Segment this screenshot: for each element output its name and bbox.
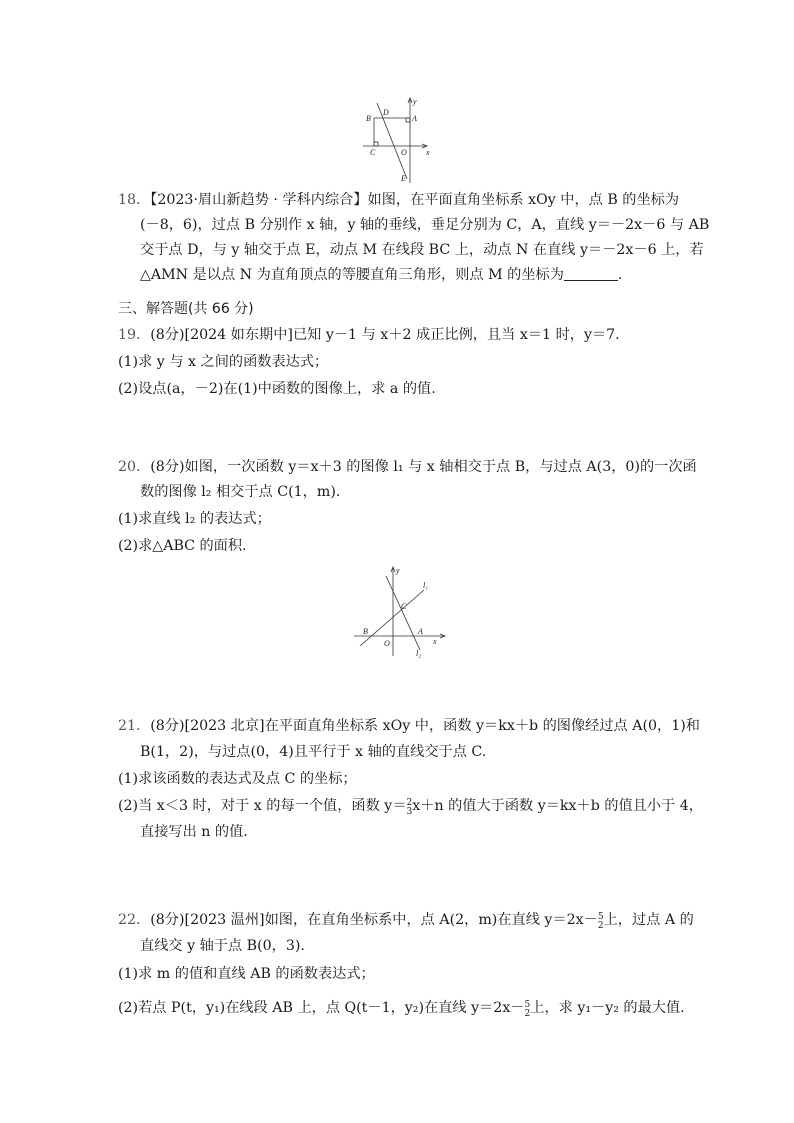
question-22 <box>118 910 694 1020</box>
line-de <box>377 103 407 179</box>
q21-part-1: (1)求该函数的表达式及点 C 的坐标； <box>118 771 357 787</box>
label-y: y <box>413 97 417 106</box>
fraction-numerator: 2 <box>406 798 413 808</box>
label-e: E <box>401 174 406 183</box>
label-x: x <box>426 148 430 157</box>
figure-20-coordinate-diagram <box>350 564 450 660</box>
label-a: A <box>418 627 423 636</box>
q20-line-1: (8分)如图，一次函数 y＝x＋3 的图像 l₁ 与 x 轴相交于点 B，与过点 A(3，0)的一次函 <box>150 459 697 475</box>
label-c: C <box>370 148 376 157</box>
label-y: y <box>396 566 400 575</box>
question-18 <box>118 190 710 290</box>
label-d: D <box>383 108 389 117</box>
q22-line-2: 直线交 y 轴于点 B(0，3). <box>140 938 305 954</box>
fraction-denominator: 2 <box>524 1009 531 1019</box>
q21-part-2-b: x＋n 的值大于函数 y＝kx＋b 的值且小于 4， <box>412 798 703 814</box>
right-angle-c <box>374 142 378 146</box>
fraction-denominator: 3 <box>406 807 413 817</box>
fraction-numerator: 5 <box>524 1000 531 1010</box>
q22-line-1-a: (8分)[2023 温州]如图，在直角坐标系中，点 A(2，m)在直线 y＝2x－ <box>150 912 598 928</box>
answer-blank <box>564 266 618 281</box>
section-title: 三、解答题(共 66 分) <box>118 301 254 317</box>
q22-line-1-b: 上，过点 A 的 <box>603 912 694 928</box>
q19-line-1: (8分)[2024 如东期中]已知 y－1 与 x＋2 成正比例，且当 x＝1 时，y＝7. <box>150 327 620 343</box>
label-l1: l₁ <box>423 581 429 590</box>
q18-line-4: △AMN 是以点 N 为直角顶点的等腰直角三角形，则点 M 的坐标为 <box>140 267 564 283</box>
question-19 <box>118 325 678 405</box>
q21-line-2: B(1，2)，与过点(0，4)且平行于 x 轴的直线交于点 C. <box>140 744 487 760</box>
label-x: x <box>433 637 437 646</box>
label-o: O <box>401 148 407 157</box>
question-20 <box>118 457 697 557</box>
q20-line-2: 数的图像 l₂ 相交于点 C(1，m). <box>140 484 341 500</box>
q22-part-2-b: 上，求 y₁－y₂ 的最大值. <box>530 1000 685 1016</box>
q21-part-2-a: (2)当 x＜3 时，对于 x 的每一个值，函数 y＝ <box>118 798 407 814</box>
right-angle-a <box>406 118 410 122</box>
q18-line-1: 【2023·眉山新趋势 · 学科内综合】如图，在平面直角坐标系 xOy 中，点 B 的坐标为 <box>150 192 680 208</box>
fraction-numerator: 5 <box>597 912 604 922</box>
q18-line-3: 交于点 D，与 y 轴交于点 E，动点 M 在线段 BC 上，动点 N 在直线 y＝－2x－6 上，若 <box>140 242 704 258</box>
q19-part-2: (2)设点(a，－2)在(1)中函数的图像上，求 a 的值. <box>118 381 436 397</box>
question-21 <box>118 716 703 856</box>
label-o: O <box>384 639 390 648</box>
label-c: C <box>401 602 407 611</box>
q20-part-2: (2)求△ABC 的面积. <box>118 538 247 554</box>
q22-part-1: (1)求 m 的值和直线 AB 的函数表达式； <box>118 966 375 982</box>
question-number: 21． <box>118 718 151 734</box>
line-l2 <box>386 576 420 650</box>
q21-line-1: (8分)[2023 北京]在平面直角坐标系 xOy 中，函数 y＝kx＋b 的图像经过点 A(0，1)和 <box>150 718 700 734</box>
question-number: 18． <box>118 192 151 208</box>
q20-part-1: (1)求直线 l₂ 的表达式； <box>118 511 271 527</box>
label-a: A <box>412 114 417 123</box>
fraction-denominator: 2 <box>597 921 604 931</box>
question-number: 22． <box>118 912 151 928</box>
label-b: B <box>363 627 368 636</box>
q19-part-1: (1)求 y 与 x 之间的函数表达式； <box>118 354 329 370</box>
label-b: B <box>366 114 371 123</box>
q21-part-2-c: 直接写出 n 的值. <box>140 824 248 840</box>
label-l2: l₂ <box>416 649 422 658</box>
question-number: 20． <box>118 459 151 475</box>
question-number: 19． <box>118 327 151 343</box>
figure-17-coordinate-diagram <box>360 95 440 185</box>
q18-end: . <box>617 267 623 283</box>
q18-line-2: (－8，6)，过点 B 分别作 x 轴，y 轴的垂线，垂足分别为 C，A，直线 y＝－2x－6 与 AB <box>140 217 710 233</box>
q22-part-2-a: (2)若点 P(t，y₁)在线段 AB 上，点 Q(t－1，y₂)在直线 y＝2x－ <box>118 1000 525 1016</box>
